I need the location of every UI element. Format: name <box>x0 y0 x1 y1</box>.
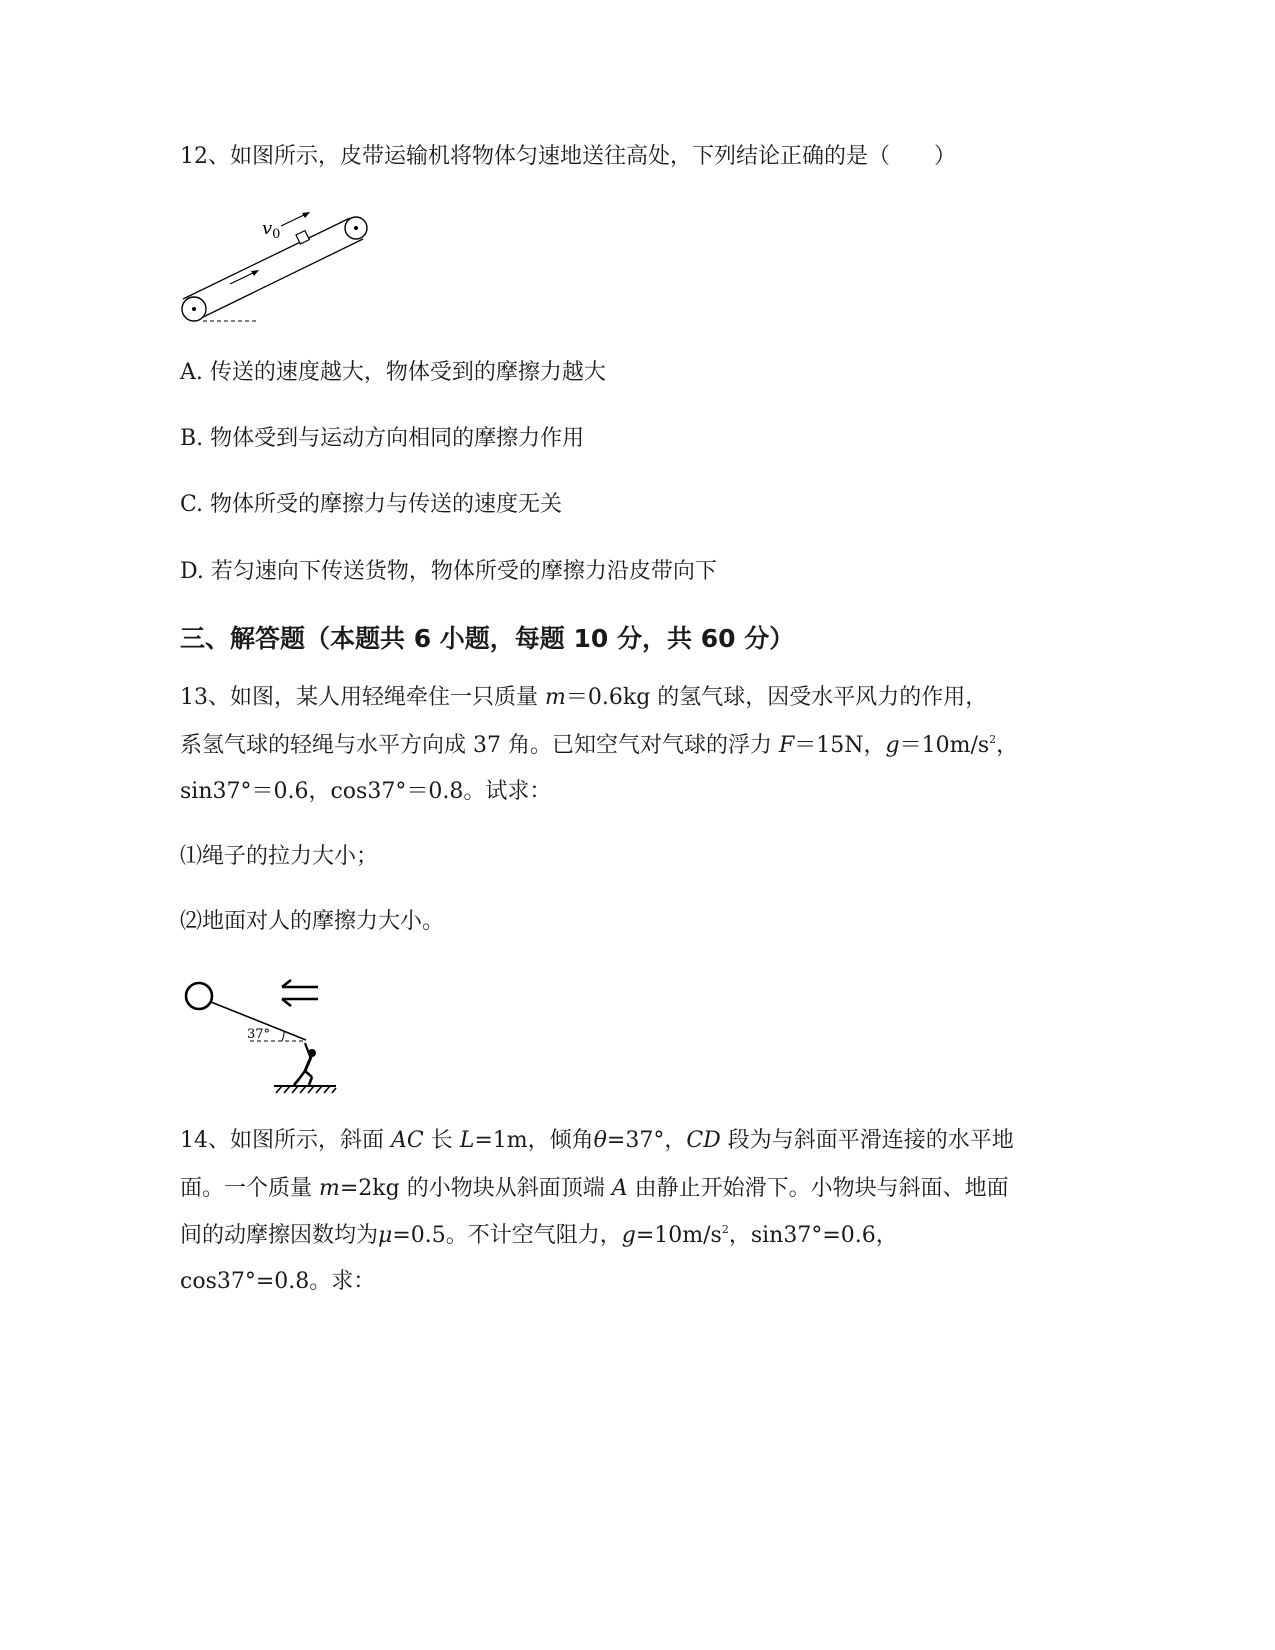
q12-stem: 12、如图所示，皮带运输机将物体匀速地送往高处，下列结论正确的是（ ） <box>180 144 956 169</box>
q12-option-c: C. 物体所受的摩擦力与传送的速度无关 <box>180 492 563 517</box>
balloon-figure <box>178 975 343 1095</box>
q14-line-4: cos37°=0.8。求： <box>180 1269 376 1294</box>
ground-hatching <box>274 1086 336 1093</box>
q12-option-b: B. 物体受到与运动方向相同的摩擦力作用 <box>180 426 585 451</box>
angle-label: 37° <box>247 1027 271 1042</box>
q14-line-1: 14、如图所示，斜面 AC 长 L=1m，倾角θ=37°，CD 段为与斜面平滑连接的水平地 <box>180 1128 1014 1153</box>
section-heading: 三、解答题（本题共 6 小题，每题 10 分，共 60 分） <box>180 624 795 653</box>
q12-option-a: A. 传送的速度越大，物体受到的摩擦力越大 <box>180 360 606 385</box>
person-figure <box>294 1043 316 1085</box>
conveyor-belt-figure <box>175 205 375 330</box>
q14-line-2: 面。一个质量 m=2kg 的小物块从斜面顶端 A 由静止开始滑下。小物块与斜面、地面 <box>180 1176 1009 1201</box>
q12-option-d: D. 若匀速向下传送货物，物体所受的摩擦力沿皮带向下 <box>180 559 717 584</box>
v0-label: $v_0$ <box>262 218 281 242</box>
q13-subquestion-1: ⑴绳子的拉力大小； <box>180 844 379 869</box>
q13-line-2: 系氢气球的轻绳与水平方向成 37 角。已知空气对气球的浮力 F＝15N，$g=10m/s^2$， <box>180 733 1019 758</box>
q13-subquestion-2: ⑵地面对人的摩擦力大小。 <box>180 909 445 934</box>
q13-line-1: 13、如图，某人用轻绳牵住一只质量 m＝0.6kg 的氢气球，因受水平风力的作用， <box>180 685 988 710</box>
balloon <box>186 983 212 1009</box>
q14-line-3: 间的动摩擦因数均为μ=0.5。不计空气阻力，$g=10m/s^2$，sin37°=0.6， <box>180 1223 898 1248</box>
q13-line-3: sin37°＝0.6，cos37°＝0.8。试求： <box>180 779 552 804</box>
